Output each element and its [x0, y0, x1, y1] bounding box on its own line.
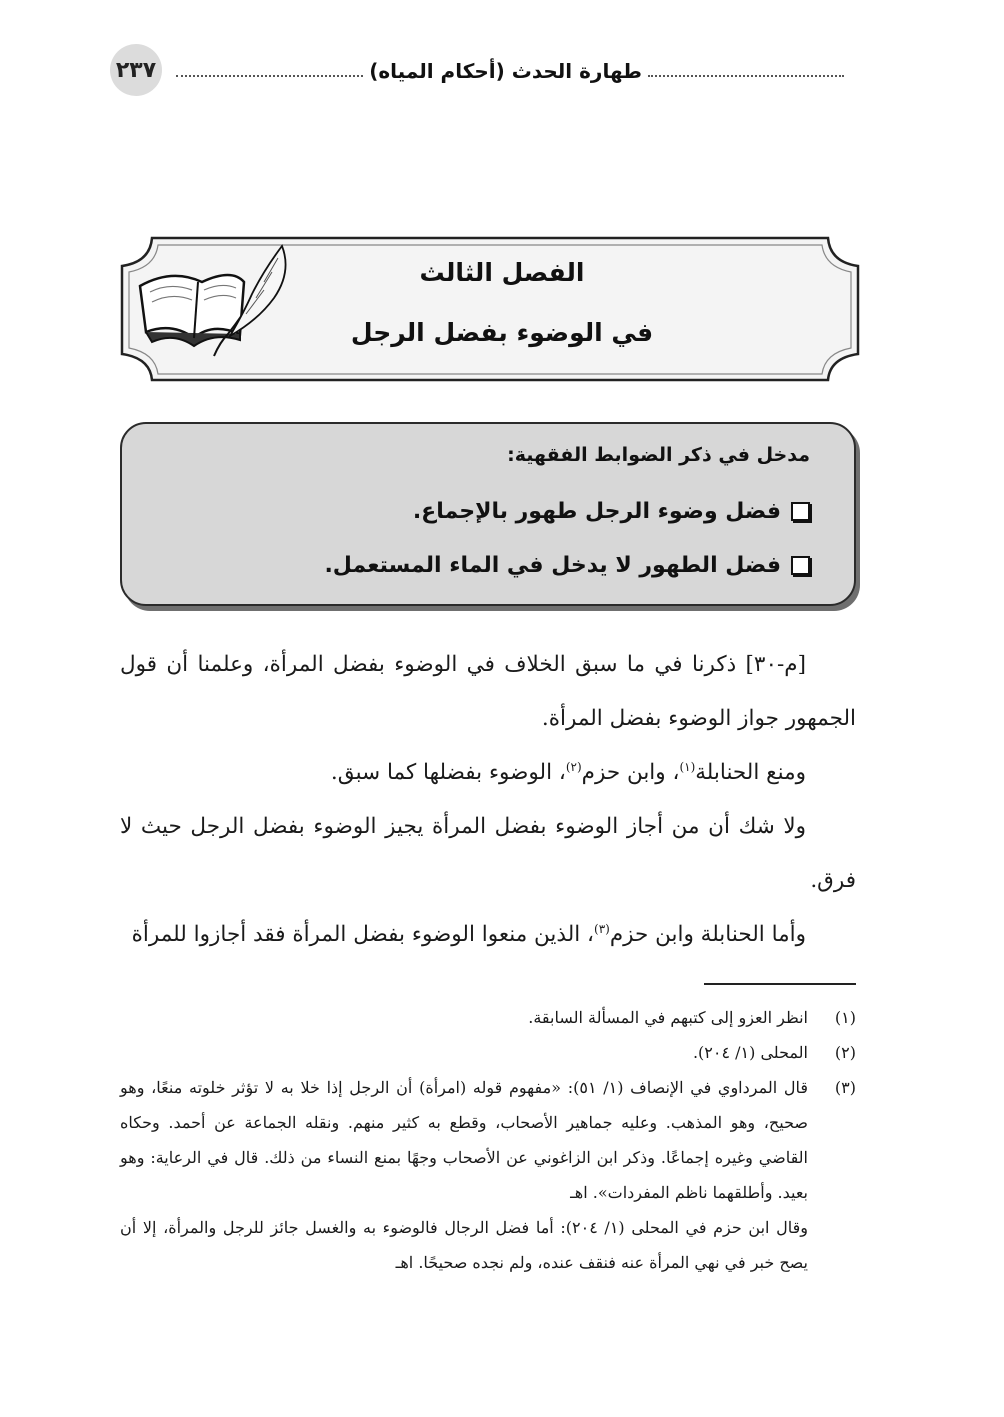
footnote-ref[interactable]: (١): [679, 759, 696, 774]
rules-box: [120, 422, 856, 606]
footnotes: [120, 1000, 856, 1280]
footnote: [120, 1035, 856, 1070]
footnote-number: (١): [834, 1008, 856, 1027]
header-dots-left: [176, 75, 363, 77]
rule-text: فضل وضوء الرجل طهور بالإجماع.: [412, 498, 781, 524]
footnote-ref[interactable]: (٣): [594, 921, 610, 936]
rule-item: [152, 538, 810, 592]
paragraph: ولا شك أن من أجاز الوضوء بفضل المرأة يجيز الوضوء بفضل الرجل حيث لا فرق.: [120, 814, 856, 893]
paragraph: [120, 746, 856, 800]
footnote-text: المحلى (١/ ٢٠٤).: [692, 1043, 808, 1062]
rule-item: [152, 484, 810, 538]
footnote-continuation: وقال ابن حزم في المحلى (١/ ٢٠٤): أما فضل الرجال فالوضوء به والغسل جائز للرجل والمرأة، إلا أن يصح خبر في نهي المرأة عنه فنقف عنده، ولم نجده صحيحًا. اهـ: [120, 1218, 808, 1272]
paragraph: [120, 908, 856, 962]
book-and-quill-icon: [132, 242, 292, 362]
running-header: [176, 54, 844, 88]
footnote-number: (٣): [834, 1078, 856, 1097]
paragraph: [م-٣٠] ذكرنا في ما سبق الخلاف في الوضوء بفضل المرأة، وعلمنا أن قول الجمهور جواز الوضوء بفضل المرأة.: [120, 652, 856, 731]
footnote-text: انظر العزو إلى كتبهم في المسألة السابقة.: [528, 1008, 808, 1027]
footnote: [120, 1000, 856, 1035]
footnote-number: (٢): [834, 1043, 856, 1062]
chapter-banner: [118, 236, 862, 382]
rules-heading: مدخل في ذكر الضوابط الفقهية:: [507, 444, 810, 466]
chapter-number: الفصل الثالث: [419, 258, 585, 287]
footnote: [120, 1070, 856, 1210]
footnote-separator: [704, 983, 856, 985]
text-run: ، الوضوء بفضلها كما سبق.: [330, 760, 566, 785]
footnote-text: قال المرداوي في الإنصاف (١/ ٥١): «مفهوم قوله (امرأة) أن الرجل إذا خلا به لا تؤثر خلوته منعًا، وهو صحيح، وهو المذهب. وعليه جماهير الأصحاب، وقطع به كثير منهم. ونقله الجماعة عن أحمد. وحكاه القاضي وغيره إجماعًا. وذكر ابن الزاغوني عن الأصحاب وجهًا بمنع النساء من ذلك. قال في الرعاية: وهو بعيد. وأطلقهما ناظم المفردات». اهـ: [120, 1078, 809, 1202]
chapter-title: في الوضوء بفضل الرجل: [350, 318, 654, 347]
rule-text: فضل الطهور لا يدخل في الماء المستعمل.: [324, 552, 781, 578]
text-run: وأما الحنابلة وابن حزم: [609, 922, 806, 947]
text-run: ، الذين منعوا الوضوء بفضل المرأة فقد أجازوا للمرأة: [131, 922, 594, 947]
header-dots-right: [648, 75, 844, 77]
page-number: ٢٣٧: [110, 44, 162, 96]
checkbox-icon: [791, 556, 810, 575]
text-run: ، وابن حزم: [581, 760, 680, 785]
checkbox-icon: [791, 502, 810, 521]
running-title: طهارة الحدث (أحكام المياه): [369, 59, 642, 83]
body-text: [120, 638, 856, 962]
text-run: ومنع الحنابلة: [695, 760, 806, 785]
footnote-ref[interactable]: (٢): [565, 759, 582, 774]
